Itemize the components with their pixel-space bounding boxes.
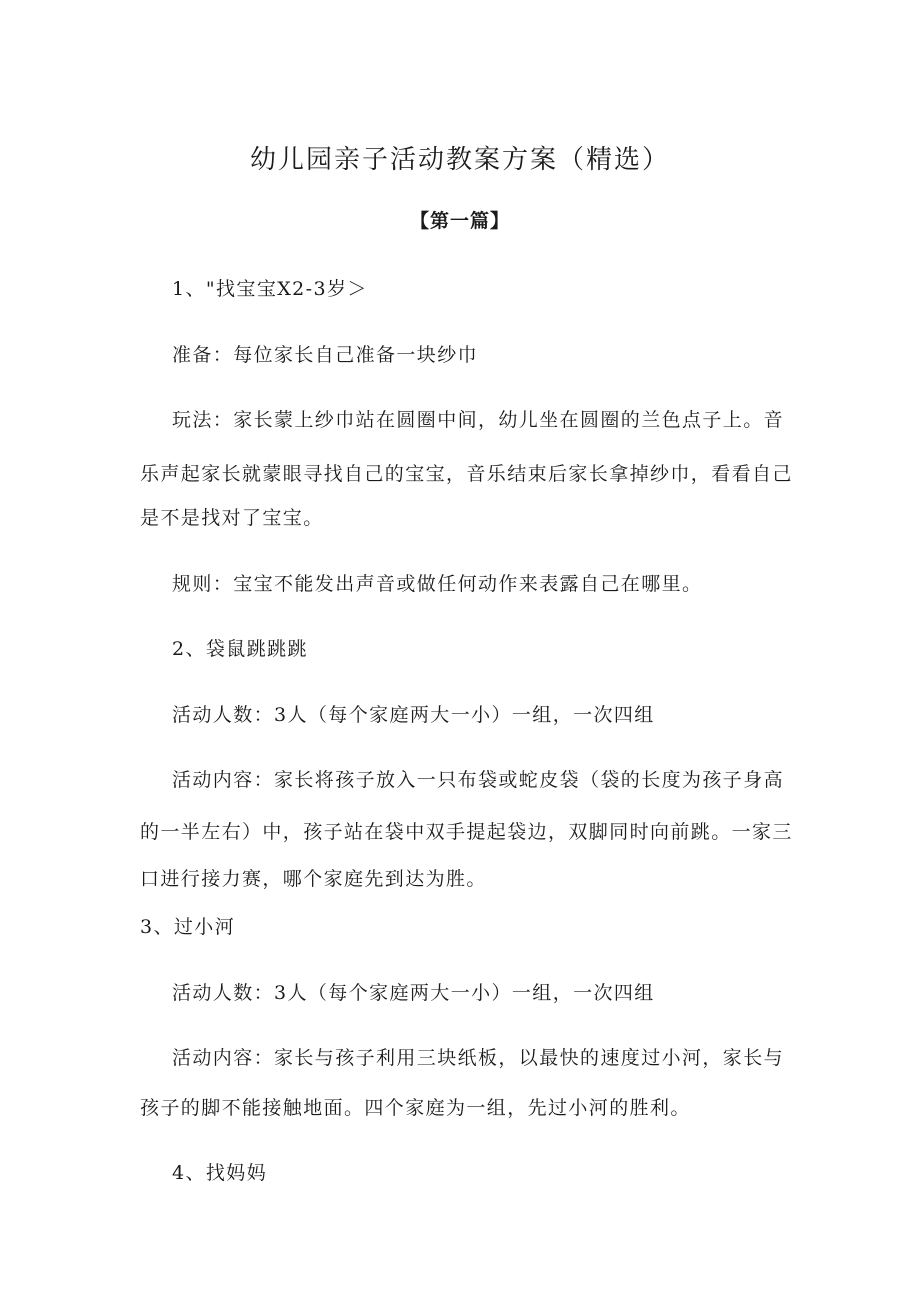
page-title: 幼儿园亲子活动教案方案（精选） — [249, 145, 670, 175]
item-heading-1: 1、"找宝宝X2-3岁＞ — [172, 278, 368, 300]
paragraph-line: 口进行接力赛，哪个家庭先到达为胜。 — [140, 868, 487, 890]
item-heading-2: 2、袋鼠跳跳跳 — [172, 638, 308, 660]
paragraph-line: 规则：宝宝不能发出声音或做任何动作来表露自己在哪里。 — [172, 573, 703, 595]
paragraph-line: 孩子的脚不能接触地面。四个家庭为一组，先过小河的胜利。 — [140, 1097, 691, 1119]
paragraph-line: 乐声起家长就蒙眼寻找自己的宝宝，音乐结束后家长拿掉纱巾，看看自己 — [140, 463, 793, 485]
section-heading: 【第一篇】 — [409, 210, 510, 232]
paragraph-line: 是不是找对了宝宝。 — [140, 507, 324, 529]
paragraph-line: 活动内容：家长将孩子放入一只布袋或蛇皮袋（袋的长度为孩子身高 — [172, 769, 785, 791]
paragraph-line: 玩法：家长蒙上纱巾站在圆圈中间，幼儿坐在圆圈的兰色点子上。音 — [172, 409, 785, 431]
paragraph-line: 准备：每位家长自己准备一块纱巾 — [172, 344, 479, 366]
paragraph-line: 活动内容：家长与孩子利用三块纸板，以最快的速度过小河，家长与 — [172, 1047, 785, 1069]
item-heading-4: 4、找妈妈 — [172, 1162, 268, 1184]
paragraph-line: 活动人数：3人（每个家庭两大一小）一组，一次四组 — [172, 982, 655, 1004]
paragraph-line: 活动人数：3人（每个家庭两大一小）一组，一次四组 — [172, 704, 655, 726]
item-heading-3: 3、过小河 — [140, 916, 236, 938]
paragraph-line: 的一半左右）中，孩子站在袋中双手提起袋边，双脚同时向前跳。一家三 — [140, 821, 793, 843]
